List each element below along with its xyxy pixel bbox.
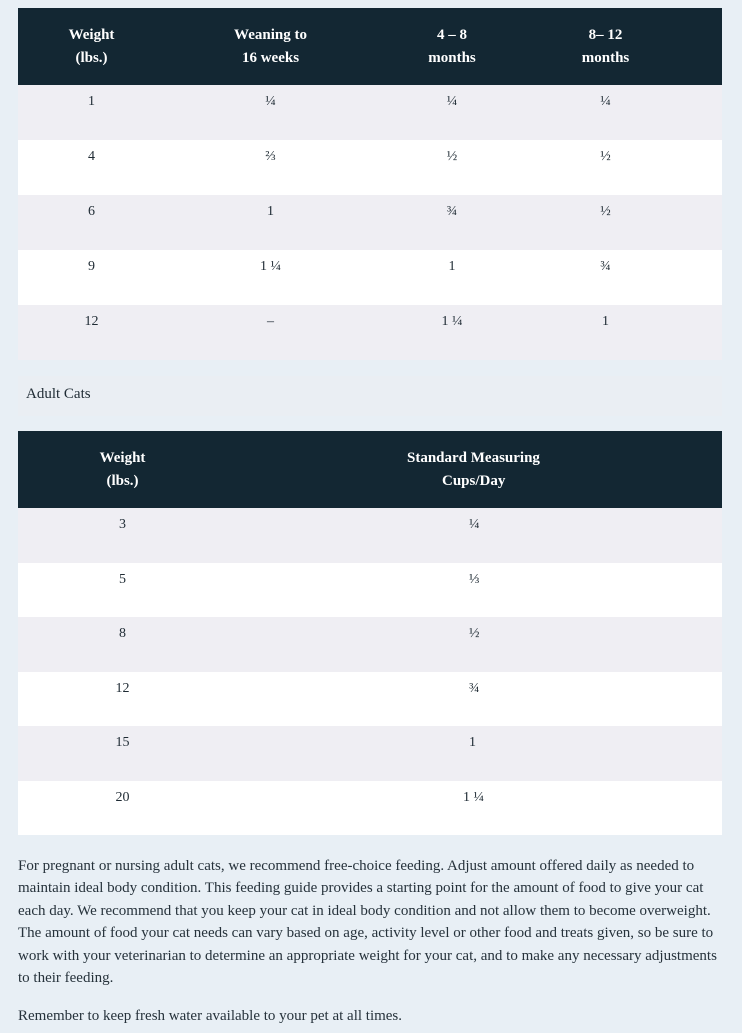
column-header-cups-per-day: Standard Measuring Cups/Day	[227, 431, 722, 508]
table-cell-spacer	[683, 250, 722, 305]
table-header-row	[18, 431, 722, 508]
adult-cats-heading: Adult Cats	[18, 376, 722, 416]
table-cell: 1	[165, 195, 376, 250]
column-header-weaning: Weaning to 16 weeks	[165, 8, 376, 85]
table-cell: 3	[18, 508, 227, 563]
table-row	[18, 195, 722, 250]
table-cell: ¼	[376, 85, 528, 140]
table-cell: 1	[376, 250, 528, 305]
column-header-weight: Weight (lbs.)	[18, 8, 165, 85]
table-cell: ⅓	[227, 563, 722, 618]
table-row	[18, 140, 722, 195]
table-cell: ½	[528, 195, 683, 250]
table-cell: 15	[18, 726, 227, 781]
table-cell: 1	[528, 305, 683, 360]
table-header-row	[18, 8, 722, 85]
adult-feeding-table	[18, 431, 722, 835]
table-row	[18, 508, 722, 563]
table-cell: ¾	[376, 195, 528, 250]
table-row	[18, 305, 722, 360]
table-cell: 20	[18, 781, 227, 836]
table-cell: 1	[18, 85, 165, 140]
table-cell-spacer	[683, 305, 722, 360]
table-cell-spacer	[683, 140, 722, 195]
table-row	[18, 781, 722, 836]
table-cell: 12	[18, 672, 227, 727]
table-row	[18, 672, 722, 727]
table-row	[18, 563, 722, 618]
table-cell: 1	[227, 726, 722, 781]
table-cell-spacer	[683, 85, 722, 140]
table-cell: 9	[18, 250, 165, 305]
table-cell: ½	[227, 617, 722, 672]
table-cell-spacer	[683, 195, 722, 250]
table-cell: 1 ¼	[376, 305, 528, 360]
table-cell: ⅔	[165, 140, 376, 195]
kitten-feeding-table	[18, 8, 722, 360]
table-cell: ½	[528, 140, 683, 195]
table-cell: 6	[18, 195, 165, 250]
table-cell: ¼	[528, 85, 683, 140]
table-cell: ½	[376, 140, 528, 195]
table-row	[18, 250, 722, 305]
table-cell: 8	[18, 617, 227, 672]
table-cell: 1 ¼	[227, 781, 722, 836]
column-header-weight: Weight (lbs.)	[18, 431, 227, 508]
table-cell: ¾	[528, 250, 683, 305]
table-cell: ¼	[227, 508, 722, 563]
column-header-spacer	[683, 8, 722, 85]
table-row	[18, 617, 722, 672]
table-cell: 1 ¼	[165, 250, 376, 305]
table-cell: 12	[18, 305, 165, 360]
table-row	[18, 726, 722, 781]
fresh-water-note: Remember to keep fresh water available to your pet at all times.	[18, 1008, 403, 1024]
table-cell: ¾	[227, 672, 722, 727]
column-header-8-12-months: 8– 12 months	[528, 8, 683, 85]
feeding-guidance-paragraph: For pregnant or nursing adult cats, we recommend free-choice feeding. Adjust amount offered daily as needed to maintain ideal body condition. This feeding guide provides a starting point for the amount of food to give your cat each day. We recommend that you keep your cat in ideal body condition and not allow them to become overweight. The amount of food your cat needs can vary based on age, activity level or other food and treats given, so be sure to work with your veterinarian to determine an appropriate weight for your cat, and to make any necessary adjustments to their feeding.	[18, 858, 717, 987]
column-header-4-8-months: 4 – 8 months	[376, 8, 528, 85]
table-cell: –	[165, 305, 376, 360]
table-cell: ¼	[165, 85, 376, 140]
table-cell: 5	[18, 563, 227, 618]
table-row	[18, 85, 722, 140]
table-cell: 4	[18, 140, 165, 195]
